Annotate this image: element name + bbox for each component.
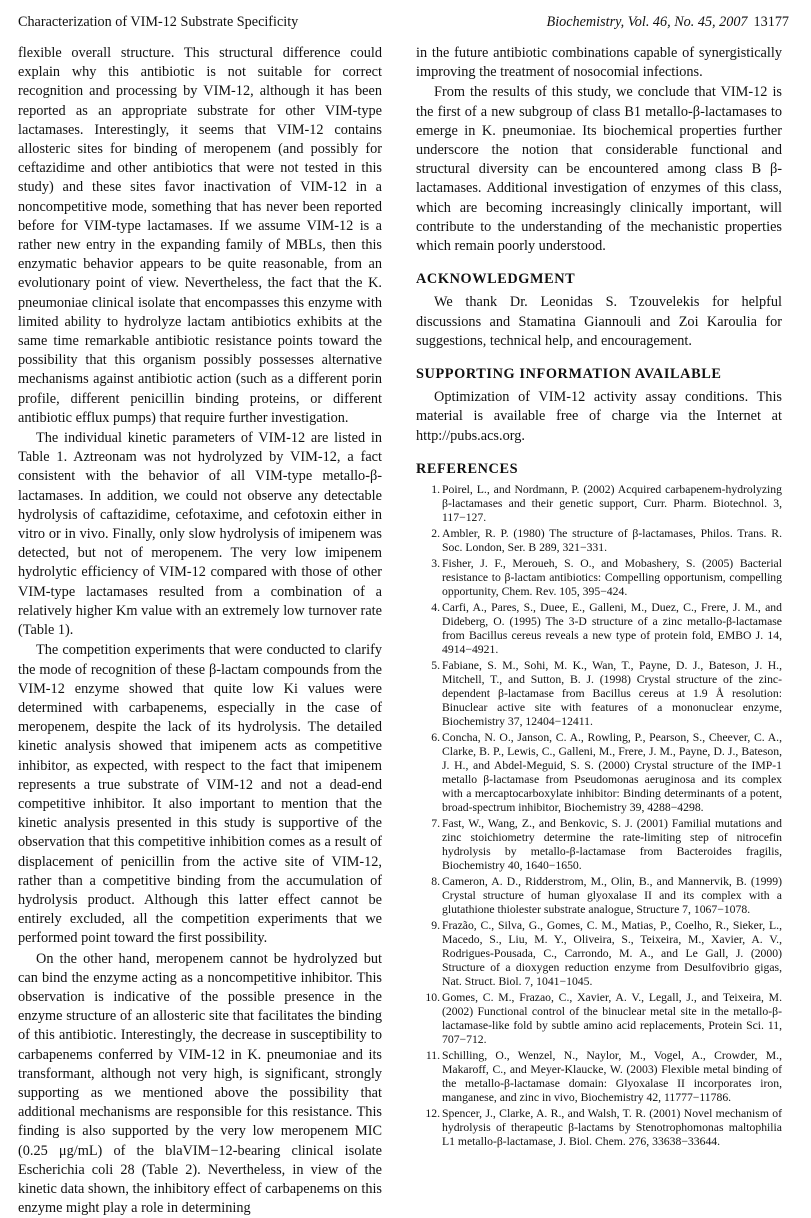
reference-text: Cameron, A. D., Ridderstrom, M., Olin, B., and Mannervik, B. (1999) Crystal structure of human glyoxalase II and its complex with a glutathione thiolester substrate analogue, Structure 7, 1067−1078. bbox=[442, 875, 782, 917]
reference-number: 8. bbox=[431, 875, 440, 889]
reference-item bbox=[416, 601, 782, 657]
supporting-info-text: Optimization of VIM-12 activity assay conditions. This material is available free of charge via the Internet at http://pubs.acs.org. bbox=[416, 389, 782, 444]
reference-item bbox=[416, 731, 782, 815]
references-heading: REFERENCES bbox=[416, 460, 519, 477]
reference-text: Frazão, C., Silva, G., Gomes, C. M., Matias, P., Coelho, R., Sieker, L., Macedo, S., Liu, M. Y., Oliveira, S., Teixeira, M., Xavier, A. V., Rodrigues-Pousada, C., Carrondo, M. A., and Le Gall, J. (2000) Structure of a dioxygen reduction enzyme from Desulfovibrio gigas, Nat. Struct. Biol. 7, 1041−1045. bbox=[442, 919, 782, 989]
reference-number: 6. bbox=[431, 731, 440, 745]
reference-number: 7. bbox=[431, 817, 440, 831]
reference-item bbox=[416, 1107, 782, 1149]
reference-text: Carfi, A., Pares, S., Duee, E., Galleni, M., Duez, C., Frere, J. M., and Dideberg, O. (1995) The 3-D structure of a zinc metallo-β-lactamase from Bacillus cereus reveals a new type of protein fold, EMBO J. 14, 4914−4921. bbox=[442, 601, 782, 657]
reference-text: Ambler, R. P. (1980) The structure of β-lactamases, Philos. Trans. R. Soc. London, Ser. B 289, 321−331. bbox=[442, 527, 782, 555]
acknowledgment-heading: ACKNOWLEDGMENT bbox=[416, 271, 576, 288]
reference-item bbox=[416, 875, 782, 917]
reference-item bbox=[416, 1049, 782, 1105]
body-paragraph: The competition experiments that were conducted to clarify the mode of recognition of these β-lactam compounds from the VIM-12 enzyme showed that quite low Ki values were determined with carbapenems, especially in the case of meropenem, despite the lack of its hydrolysis. The detailed kinetic analysis showed that imipenem acts as competitive inhibitor, as expected, with respect to the fact that imipenem represents a true substrate of VIM-12 and not a dead-end competitive inhibitor. It also important to mention that the kinetic analysis presented in this study is supportive of the observation that this competitive inhibition comes as a result of displacement of penicillin from the active site of VIM-12, rather than a competitive binding from the accumulation of hydrolysis product. Although this latter effect cannot be entirely excluded, all the competition experiments that we performed point toward the first possibility. bbox=[18, 642, 382, 947]
reference-number: 4. bbox=[431, 601, 440, 615]
page-number: 13177 bbox=[753, 14, 789, 30]
acknowledgment-text: We thank Dr. Leonidas S. Tzouvelekis for helpful discussions and Stamatina Giannouli and Zoi Karoulia for suggestions, technical help, and encouragement. bbox=[416, 294, 782, 349]
reference-text: Fabiane, S. M., Sohi, M. K., Wan, T., Payne, D. J., Bateson, J. H., Mitchell, T., and Sutton, B. J. (1998) Crystal structure of the zinc-dependent β-lactamase from Bacillus cereus at 1.9 Å resolution: Binuclear active site with features of a mononuclear enzyme, Biochemistry 37, 12404−12411. bbox=[442, 659, 782, 729]
reference-number: 11. bbox=[425, 1049, 440, 1063]
reference-number: 3. bbox=[431, 557, 440, 571]
reference-item bbox=[416, 483, 782, 525]
running-title: Characterization of VIM-12 Substrate Specificity bbox=[18, 14, 299, 30]
left-column bbox=[18, 44, 382, 1218]
reference-text: Schilling, O., Wenzel, N., Naylor, M., Vogel, A., Crowder, M., Makaroff, C., and Meyer-Klaucke, W. (2003) Flexible metal binding of the metallo-β-lactamase domain: Glyoxalase II incorporates iron, manganese, and zinc in vivo, Biochemistry 42, 11777−11786. bbox=[442, 1049, 782, 1105]
reference-list bbox=[416, 483, 782, 1149]
reference-item bbox=[416, 991, 782, 1047]
reference-item bbox=[416, 659, 782, 729]
right-column bbox=[416, 44, 782, 1151]
reference-text: Gomes, C. M., Frazao, C., Xavier, A. V., Legall, J., and Teixeira, M. (2002) Functional control of the binuclear metal site in the metallo-β-lactamase-like fold by subtle amino acid replacements, Protein Sci. 11, 707−712. bbox=[442, 991, 782, 1047]
reference-item bbox=[416, 557, 782, 599]
reference-number: 1. bbox=[431, 483, 440, 497]
reference-text: Poirel, L., and Nordmann, P. (2002) Acquired carbapenem-hydrolyzing β-lactamases and their genetic support, Curr. Pharm. Biotechnol. 3, 117−127. bbox=[442, 483, 782, 525]
body-paragraph: flexible overall structure. This structural difference could explain why this antibiotic is not suitable for correct recognition and processing by VIM-12, although it has been reported as an appropriate substrate for other VIM-type lactamases. Interestingly, it seems that VIM-12 contains allosteric sites for binding of meropenem (and possibly for ceftazidime and other antibiotics that were not tested in this study) and these sites favor inactivation of VIM-12 in a noncompetitive mode, something that has never been reported before for VIM-type lactamases. If we assume VIM-12 is a rather new entry in the expanding family of MBLs, then this enzymatic behavior appears to be quite reasonable, from an evolutionary point of view. Nevertheless, the fact that the K. pneumoniae clinical isolate that encompasses this enzyme with limited ability to hydrolyze lactam antibiotics exhibits at the same time remarkable antibiotic resistance points toward the possibility that this organism possibly possesses alternative mechanisms against antibiotic action (such as a different porin profile, different penicillin binding proteins, or different antibiotic efflux pumps) that require further investigation. bbox=[18, 45, 382, 426]
body-paragraph: On the other hand, meropenem cannot be hydrolyzed but can bind the enzyme acting as a noncompetitive inhibitor. This observation is indicative of the possible presence in the enzyme structure of an allosteric site that facilitates the binding of this antibiotic. Interestingly, the decrease in susceptibility to carbapenems conferred by VIM-12 in K. pneumoniae and its transformant, although not very high, is significant, strongly supporting as we mentioned above the possibility that additional mechanisms are responsible for this resistance. This finding is also supported by the very low meropenem MIC (0.25 μg/mL) of the blaVIM−12-bearing clinical isolate Escherichia coli 28 (Table 2). Nevertheless, in view of the kinetic data shown, the inhibitory effect of carbapenems on this enzyme might play a role in determining bbox=[18, 950, 382, 1217]
reference-number: 2. bbox=[431, 527, 440, 541]
running-header bbox=[18, 14, 789, 34]
reference-text: Fisher, J. F., Meroueh, S. O., and Mobashery, S. (2005) Bacterial resistance to β-lactam antibiotics: Compelling opportunism, compelling opportunity, Chem. Rev. 105, 395−424. bbox=[442, 557, 782, 599]
reference-text: Fast, W., Wang, Z., and Benkovic, S. J. (2001) Familial mutations and zinc stoichiometry determine the rate-limiting step of nitrocefin hydrolysis by metallo-β-lactamase from Bacteroides fragilis, Biochemistry 40, 1640−1650. bbox=[442, 817, 782, 873]
reference-number: 12. bbox=[425, 1107, 440, 1121]
body-paragraph: From the results of this study, we conclude that VIM-12 is the first of a new subgroup of class B1 metallo-β-lactamases to emerge in K. pneumoniae. Its biochemical properties further underscore the notion that considerable functional and structural diversity can be encountered among class B β-lactamases. Additional investigation of enzymes of this class, which are becoming increasingly clinically important, will contribute to the understanding of the mechanistic properties which remain poorly understood. bbox=[416, 84, 782, 255]
reference-text: Spencer, J., Clarke, A. R., and Walsh, T. R. (2001) Novel mechanism of hydrolysis of therapeutic β-lactams by Stenotrophomonas maltophilia L1 metallo-β-lactamase, J. Biol. Chem. 276, 33638−33644. bbox=[442, 1107, 782, 1149]
reference-item bbox=[416, 919, 782, 989]
body-paragraph: in the future antibiotic combinations capable of synergistically improving the treatment of nosocomial infections. bbox=[416, 45, 782, 81]
journal-citation bbox=[547, 14, 789, 31]
reference-item bbox=[416, 817, 782, 873]
body-paragraph: The individual kinetic parameters of VIM-12 are listed in Table 1. Aztreonam was not hydrolyzed by VIM-12, a fact consistent with the behavior of all VIM-type metallo-β-lactamases. In addition, we could not observe any detectable hydrolysis of caftazidime, cefotaxime, and cefotoxin either in vitro or in vivo. Finally, only slow hydrolysis of imipenem was detected, but not of meropenem. The very low imipenem hydrolytic efficiency of VIM-12 compared with those of other VIM-type lactamases resulted from a combination of a relatively higher Km value with an extremely low turnover rate (Table 1). bbox=[18, 430, 382, 639]
reference-item bbox=[416, 527, 782, 555]
reference-number: 5. bbox=[431, 659, 440, 673]
reference-text: Concha, N. O., Janson, C. A., Rowling, P., Pearson, S., Cheever, C. A., Clarke, B. P., Lewis, C., Galleni, M., Frere, J. M., Payne, D. J., Bateson, J. H., and Abdel-Meguid, S. S. (2000) Crystal structure of the IMP-1 metallo β-lactamase from Pseudomonas aeruginosa and its complex with a mercaptocarboxylate inhibitor: Binding determinants of a potent, broad-spectrum inhibitor, Biochemistry 39, 4288−4298. bbox=[442, 731, 782, 815]
reference-number: 10. bbox=[425, 991, 440, 1005]
supporting-info-heading: SUPPORTING INFORMATION AVAILABLE bbox=[416, 366, 722, 383]
reference-number: 9. bbox=[431, 919, 440, 933]
journal-name: Biochemistry, Vol. 46, No. 45, 2007 bbox=[546, 14, 748, 30]
